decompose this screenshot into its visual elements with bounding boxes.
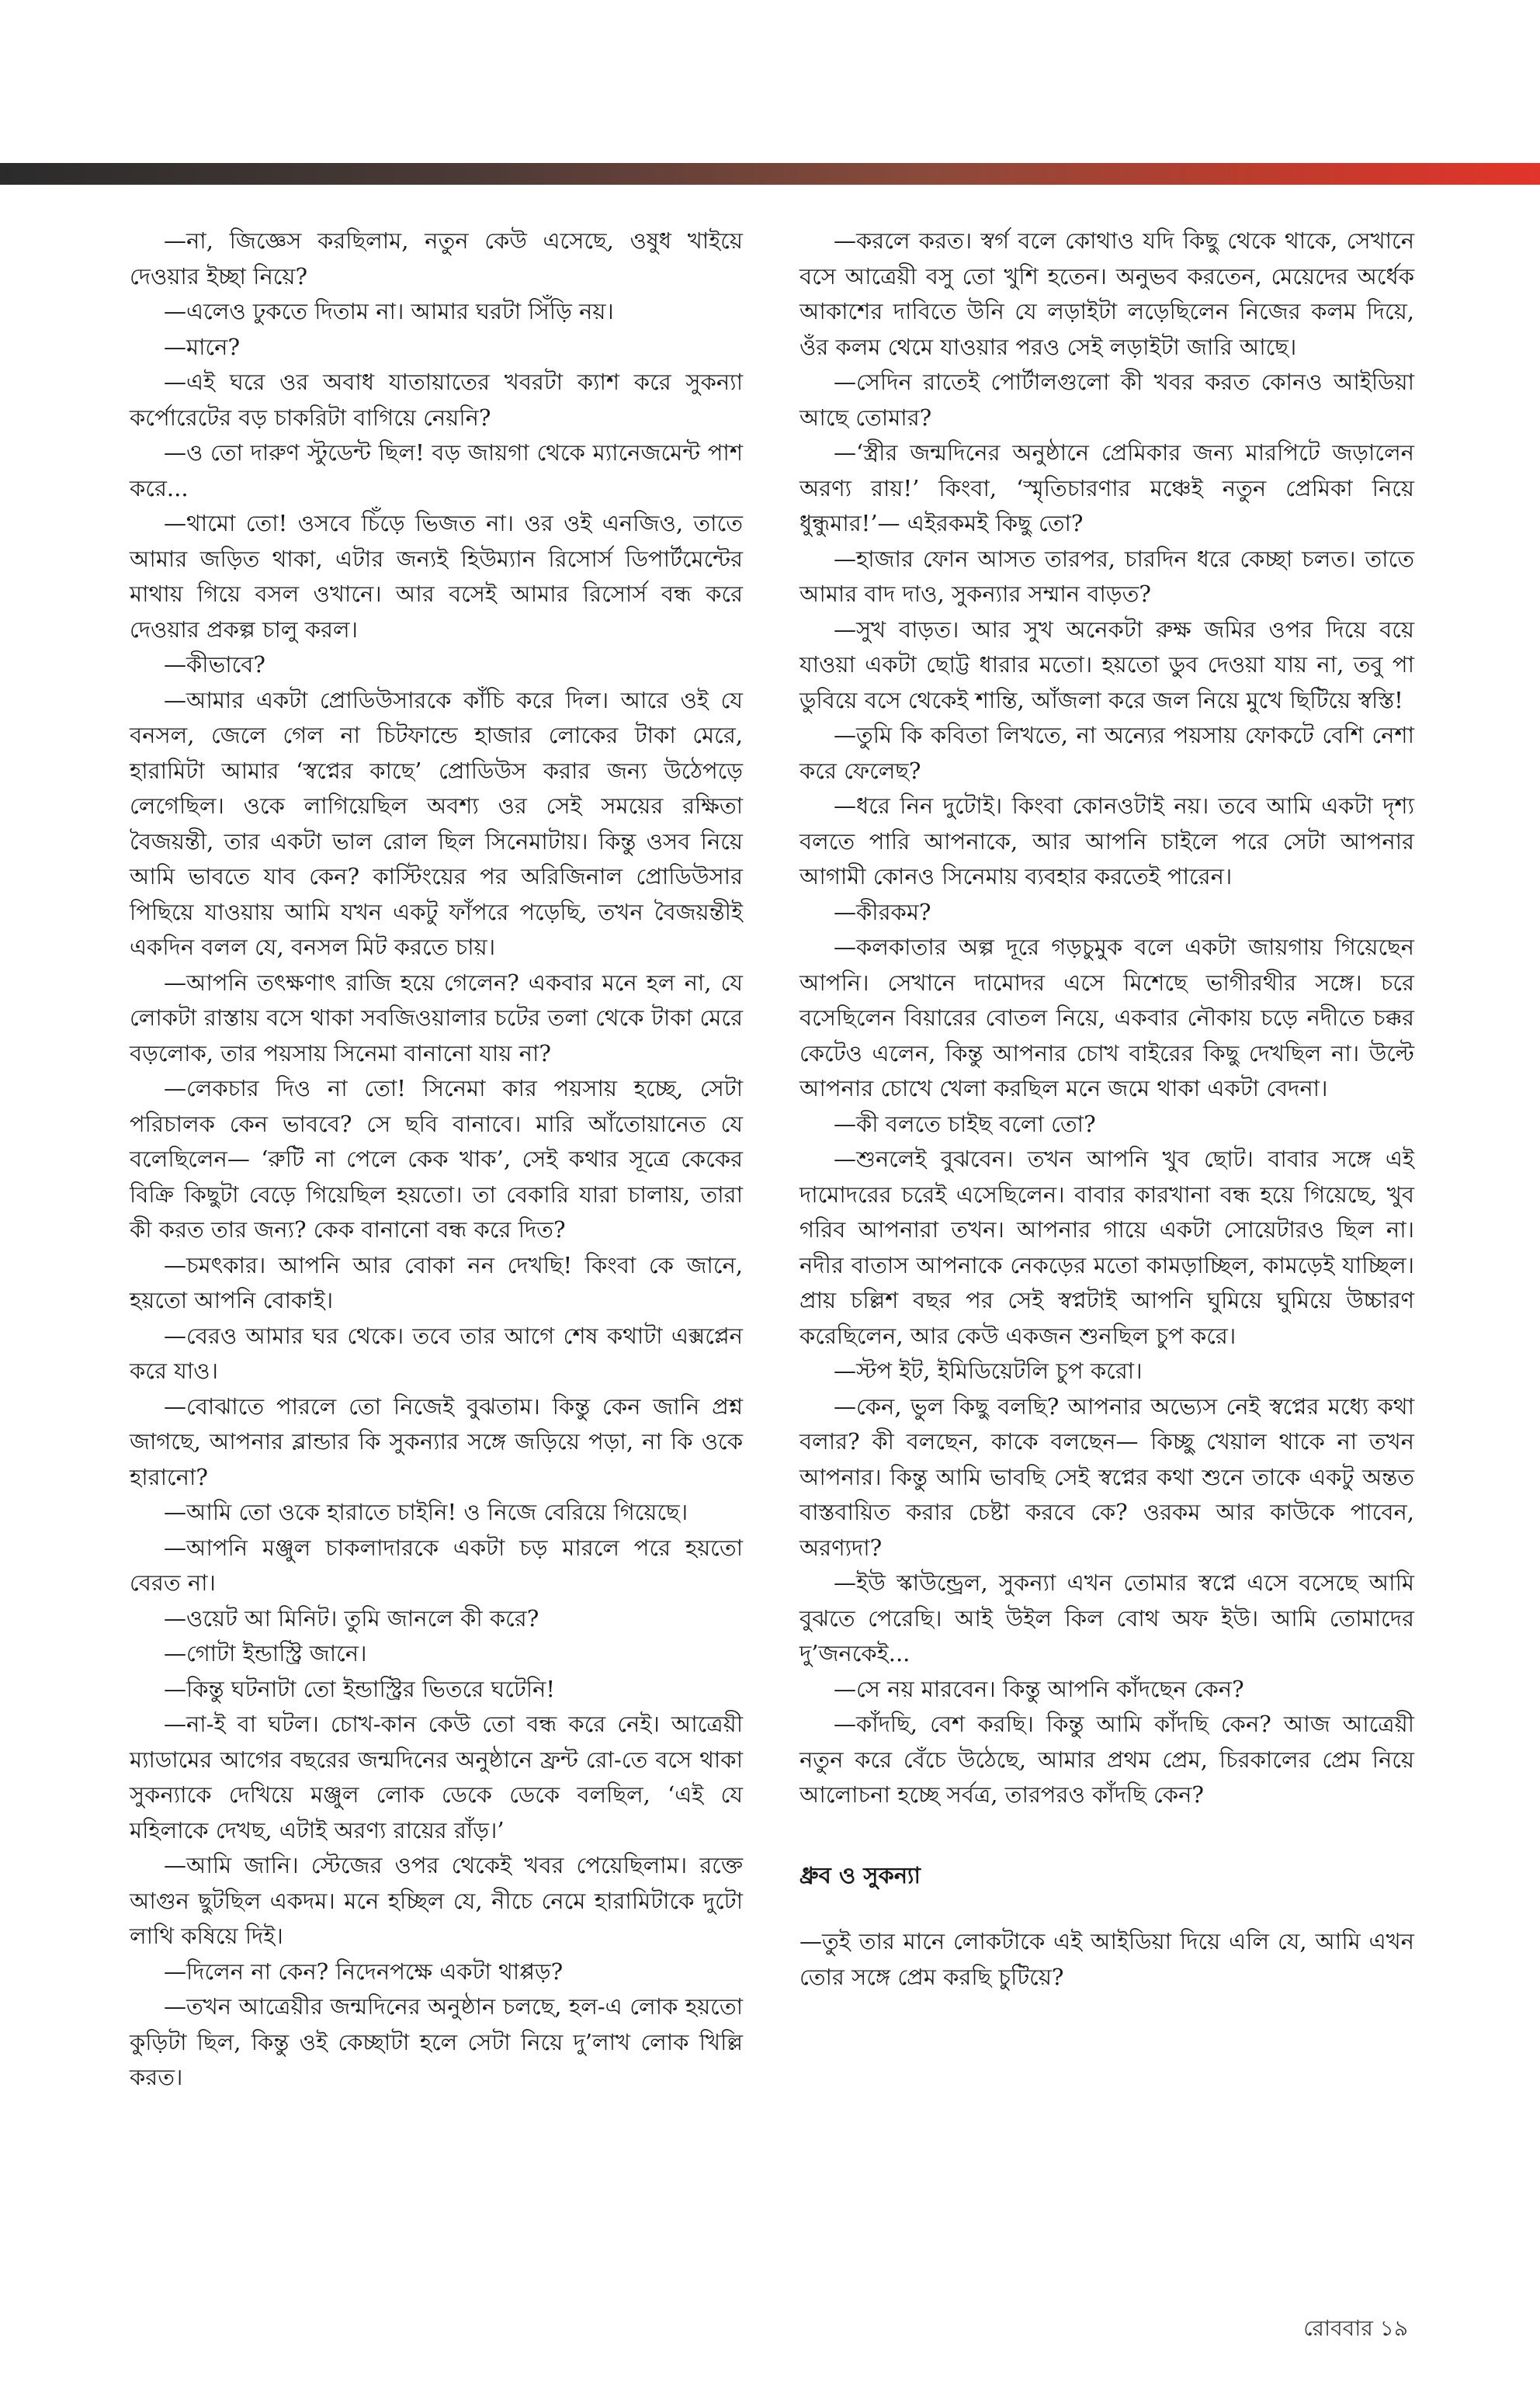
paragraph: —লেকচার দিও না তো! সিনেমা কার পয়সায় হচ্ছে, সেটা পরিচালক কেন ভাববে? সে ছবি বানাবে। মারি আঁতোয়ানেত যে বলেছিলেন— ‘রুটি না পেলে কেক খাক’, সেই কথার সূত্রে কেকের বিক্রি কিছুটা বেড়ে গিয়েছিল হয়তো। তা বেকারি যারা চালায়, তারা কী করত তার জন্য? কেক বানানো বন্ধ করে দিত? [130,1075,743,1243]
paragraph: —কেন, ভুল কিছু বলছি? আপনার অভ্যেস নেই স্বপ্নের মধ্যে কথা বলার? কী বলছেন, কাকে বলছেন— কিচ্ছু খেয়াল থাকে না তখন আপনার। কিন্তু আমি ভাবছি সেই স্বপ্নের কথা শুনে তাকে একটু অন্তত বাস্তবায়িত করার চেষ্টা করবে কে? ওরকম আর কাউকে পাবেন, অরণ্যদা? [799,1392,1414,1561]
paragraph: —ওয়েট আ মিনিট। তুমি জানলে কী করে? [164,1604,539,1632]
paragraph: —কিন্তু ঘটনাটা তো ইন্ডাস্ট্রির ভিতরে ঘটেনি! [164,1675,556,1702]
paragraph: —কীভাবে? [164,651,265,678]
paragraph: —ও তো দারুণ স্টুডেন্ট ছিল! বড় জায়গা থেকে ম্যানেজমেন্ট পাশ করে... [130,439,743,501]
paragraph: —কী বলতে চাইছ বলো তো? [834,1110,1096,1137]
paragraph: —না-ই বা ঘটল। চোখ-কান কেউ তো বন্ধ করে নেই। আত্রেয়ী ম্যাডামের আগের বছরের জন্মদিনের অনুষ্ঠানে ফ্রন্ট রো-তে বসে থাকা সুকন্যাকে দেখিয়ে মঞ্জুল লোক ডেকে ডেকে বলছিল, ‘এই যে মহিলাকে দেখছ, এটাই অরণ্য রায়ের রাঁড়।’ [130,1711,743,1843]
paragraph: —এলেও ঢুকতে দিতাম না। আমার ঘরটা সিঁড়ি নয়। [164,298,614,324]
paragraph: —আমি তো ওকে হারাতে চাইনি! ও নিজে বেরিয়ে গিয়েছে। [164,1499,688,1525]
paragraph: —তখন আত্রেয়ীর জন্মদিনের অনুষ্ঠান চলছে, হল-এ লোক হয়তো কুড়িটা ছিল, কিন্তু ওই কেচ্ছাটা হলে সেটা নিয়ে দু’লাখ লোক খিল্লি করত। [130,1993,743,2090]
paragraph: —কাঁদছি, বেশ করছি। কিন্তু আমি কাঁদছি কেন? আজ আত্রেয়ী নতুন করে বেঁচে উঠেছে, আমার প্রথম প্রেম, চিরকালের প্রেম নিয়ে আলোচনা হচ্ছে সর্বত্র, তারপরও কাঁদছি কেন? [799,1711,1414,1808]
paragraph: —আপনি মঞ্জুল চাকলাদারকে একটা চড় মারলে পরে হয়তো বেরত না। [130,1534,743,1596]
paragraph: —স্টপ ইট, ইমিডিয়েটলি চুপ করো। [834,1358,1143,1384]
paragraph: —আপনি তৎক্ষণাৎ রাজি হয়ে গেলেন? একবার মনে হল না, যে লোকটা রাস্তায় বসে থাকা সবজিওয়ালার চটের তলা থেকে টাকা মেরে বড়লোক, তার পয়সায় সিনেমা বানানো যায় না? [130,969,743,1066]
paragraph: —ইউ স্কাউন্ড্রেল, সুকন্যা এখন তোমার স্বপ্নে এসে বসেছে আমি বুঝতে পেরেছি। আই উইল কিল বোথ অফ ইউ। আমি তোমাদের দু’জনকেই... [799,1569,1414,1666]
paragraph: —মানে? [164,333,241,360]
paragraph: —চমৎকার। আপনি আর বোকা নন দেখছি! কিংবা কে জানে, হয়তো আপনি বোকাই। [130,1251,743,1313]
paragraph: —সুখ বাড়ত। আর সুখ অনেকটা রুক্ষ জমির ওপর দিয়ে বয়ে যাওয়া একটা ছোট্ট ধারার মতো। হয়তো ডুব দেওয়া যায় না, তবু পা ডুবিয়ে বসে থেকেই শান্তি, আঁজলা করে জল নিয়ে মুখে ছিটিয়ে স্বস্তি! [799,616,1414,713]
paragraph: —আমার একটা প্রোডিউসারকে কাঁচি করে দিল। আরে ওই যে বনসল, জেলে গেল না চিটফান্ডে হাজার লোকের টাকা মেরে, হারামিটা আমার ‘স্বপ্নের কাছে’ প্রোডিউস করার জন্য উঠেপড়ে লেগেছিল। ওকে লাগিয়েছিল অবশ্য ওর সেই সময়ের রক্ষিতা বৈজয়ন্তী, তার একটা ভাল রোল ছিল সিনেমাটায়। কিন্তু ওসব নিয়ে আমি ভাবতে যাব কেন? কাস্টিংয়ের পর অরিজিনাল প্রোডিউসার পিছিয়ে যাওয়ায় আমি যখন একটু ফাঁপরে পড়েছি, তখন বৈজয়ন্তীই একদিন বলল যে, বনসল মিট করতে চায়। [130,686,743,960]
paragraph: —বোঝাতে পারলে তো নিজেই বুঝতাম। কিন্তু কেন জানি প্রশ্ন জাগছে, আপনার ব্লান্ডার কি সুকন্যার সঙ্গে জড়িয়ে পড়া, না কি ওকে হারানো? [130,1392,743,1490]
paragraph: —দিলেন না কেন? নিদেনপক্ষে একটা থাপ্পড়? [164,1958,564,1985]
paragraph: —থামো তো! ওসবে চিঁড়ে ভিজত না। ওর ওই এনজিও, তাতে আমার জড়িত থাকা, এটার জন্যই হিউম্যান রিসোর্স ডিপার্টমেন্টের মাথায় গিয়ে বসল ওখানে। আর বসেই আমার রিসোর্স বন্ধ করে দেওয়ার প্রকল্প চালু করল। [130,510,743,643]
paragraph: —সেদিন রাতেই পোর্টালগুলো কী খবর করত কোনও আইডিয়া আছে তোমার? [799,369,1414,431]
paragraph: —কলকাতার অল্প দূরে গড়চুমুক বলে একটা জায়গায় গিয়েছেন আপনি। সেখানে দামোদর এসে মিশেছে ভাগীরথীর সঙ্গে। চরে বসেছিলেন বিয়ারের বোতল নিয়ে, একবার নৌকায় চড়ে নদীতে চক্কর কেটেও এলেন, কিন্তু আপনার চোখ বাইরের কিছু দেখছিল না। উল্টে আপনার চোখে খেলা করছিল মনে জমে থাকা একটা বেদনা। [799,934,1414,1101]
paragraph: —আমি জানি। স্টেজের ওপর থেকেই খবর পেয়েছিলাম। রক্তে আগুন ছুটছিল একদম। মনে হচ্ছিল যে, নীচে নেমে হারামিটাকে দুটো লাথি কষিয়ে দিই। [130,1852,743,1949]
paragraph: —তুই তার মানে লোকটাকে এই আইডিয়া দিয়ে এলি যে, আমি এখন তোর সঙ্গে প্রেম করছি চুটিয়ে? [799,1928,1414,1990]
paragraph: —করলে করত। স্বর্গ বলে কোথাও যদি কিছু থেকে থাকে, সেখানে বসে আত্রেয়ী বসু তো খুশি হতেন। অনুভব করতেন, মেয়েদের অর্ধেক আকাশের দাবিতে উনি যে লড়াইটা লড়েছিলেন নিজের কলম দিয়ে, ওঁর কলম থেমে যাওয়ার পরও সেই লড়াইটা জারি আছে। [799,227,1414,360]
paragraph: —শুনলেই বুঝবেন। তখন আপনি খুব ছোট। বাবার সঙ্গে এই দামোদরের চরেই এসেছিলেন। বাবার কারখানা বন্ধ হয়ে গিয়েছে, খুব গরিব আপনারা তখন। আপনার গায়ে একটা সোয়েটারও ছিল না। নদীর বাতাস আপনাকে নেকড়ের মতো কামড়াচ্ছিল, কামড়েই যাচ্ছিল। প্রায় চল্লিশ বছর পর সেই স্বপ্নটাই আপনি ঘুমিয়ে ঘুমিয়ে উচ্চারণ করেছিলেন, আর কেউ একজন শুনছিল চুপ করে। [799,1146,1414,1349]
header-color-bar [0,163,1540,185]
paragraph: —এই ঘরে ওর অবাধ যাতায়াতের খবরটা ক্যাশ করে সুকন্যা কর্পোরেটের বড় চাকরিটা বাগিয়ে নেয়নি? [130,369,743,431]
section-heading: ধ্রুব ও সুকন্যা [799,1861,921,1888]
page-number-label: রোববার ১৯ [1303,2315,1408,2341]
paragraph: —ধরে নিন দুটোই। কিংবা কোনওটাই নয়। তবে আমি একটা দৃশ্য বলতে পারি আপনাকে, আর আপনি চাইলে পরে সেটা আপনার আগামী কোনও সিনেমায় ব্যবহার করতেই পারেন। [799,792,1414,890]
paragraph: —গোটা ইন্ডাস্ট্রি জানে। [164,1640,367,1666]
paragraph: —কীরকম? [834,898,931,925]
paragraph: —হাজার ফোন আসত তারপর, চারদিন ধরে কেচ্ছা চলত। তাতে আমার বাদ দাও, সুকন্যার সম্মান বাড়ত? [799,545,1414,607]
paragraph: —সে নয় মারবেন। কিন্তু আপনি কাঁদছেন কেন? [834,1675,1244,1702]
paragraph: —না, জিজ্ঞেস করছিলাম, নতুন কেউ এসেছে, ওষুধ খাইয়ে দেওয়ার ইচ্ছা নিয়ে? [130,227,743,290]
paragraph: —তুমি কি কবিতা লিখতে, না অন্যের পয়সায় ফোকটে বেশি নেশা করে ফেলেছ? [799,722,1414,784]
left-column [130,224,743,2096]
paragraph: —বেরও আমার ঘর থেকে। তবে তার আগে শেষ কথাটা এক্সপ্লেন করে যাও। [130,1322,743,1384]
paragraph: —‘স্ত্রীর জন্মদিনের অনুষ্ঠানে প্রেমিকার জন্য মারপিটে জড়ালেন অরণ্য রায়!’ কিংবা, ‘স্মৃতিচারণার মঞ্চেই নতুন প্রেমিকা নিয়ে ধুন্ধুমার!’— এইরকমই কিছু তো? [799,439,1414,536]
right-column [799,224,1414,1995]
